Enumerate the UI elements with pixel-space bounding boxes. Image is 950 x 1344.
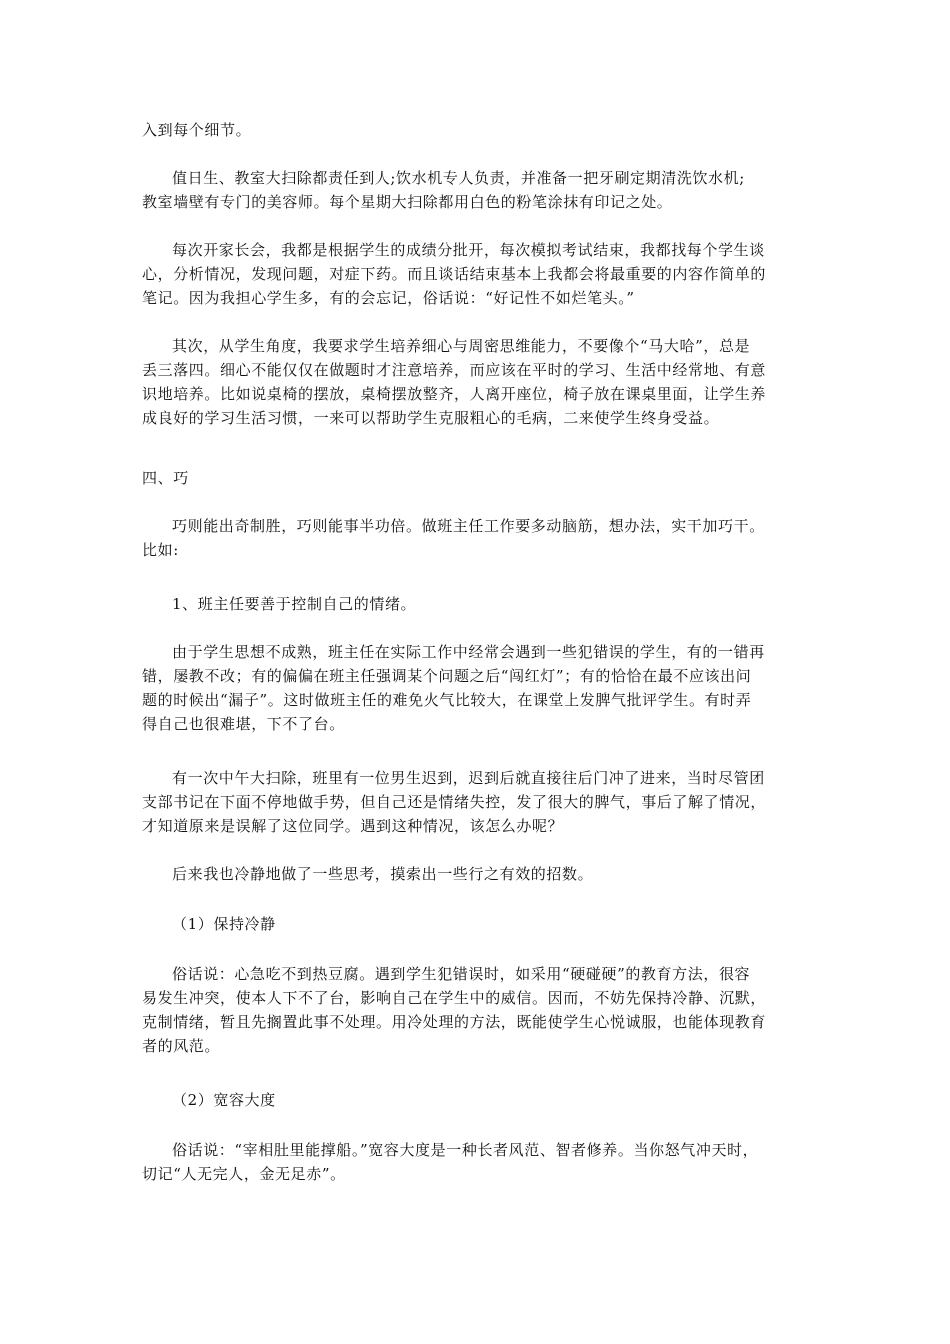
text-line: 由于学生思想不成熟，班主任在实际工作中经常会遇到一些犯错误的学生，有的一错再 [172,643,765,661]
paragraph-reflection [142,862,810,886]
text-line: 易发生冲突，使本人下不了台，影响自己在学生中的威信。因而，不妨先保持冷静、沉默， [142,989,767,1007]
text-line: 笔记。因为我担心学生多，有的会忘记，俗话说：“好记性不如烂笔头。” [142,289,635,307]
paragraph-tolerance [142,1138,810,1186]
paragraph-student-errors [142,640,810,736]
text-line: 克制情绪，暂且先搁置此事不处理。用冷处理的方法，既能使学生心悦诚服，也能体现教育 [142,1013,767,1031]
paragraph-duty-assignment [142,166,810,214]
text-line: 巧则能出奇制胜，巧则能事半功倍。做班主任工作要多动脑筋，想办法，实干加巧干。 [172,517,765,535]
paragraph-cleaning-incident [142,766,810,838]
text-line: 得自己也很难堪，下不了台。 [142,715,345,733]
text-line: 错，屡教不改；有的偏偏在班主任强调某个问题之后“闯红灯”；有的恰恰在最不应该出问 [142,667,752,685]
text-line: 入到每个细节。 [142,121,252,139]
paragraph-student-care [142,334,810,430]
text-line: 者的风范。 [142,1037,221,1055]
text-line: 心，分析情况，发现问题，对症下药。而且谈话结束基本上我都会将最重要的内容作简单的 [142,265,767,283]
item-heading-calm [142,912,810,936]
text-line: 1、班主任要善于控制自己的情绪。 [172,595,417,613]
text-line: 后来我也冷静地做了一些思考，摸索出一些行之有效的招数。 [172,865,594,883]
text-line: 四、巧 [142,469,189,487]
paragraph-intro [142,514,810,562]
text-line: 俗话说：“宰相肚里能撑船。”宽容大度是一种长者风范、智者修养。当你怒气冲天时， [172,1141,759,1159]
text-line: 每次开家长会，我都是根据学生的成绩分批开，每次模拟考试结束，我都找每个学生谈 [172,241,765,259]
section-heading [142,466,810,490]
text-line: 丢三落四。细心不能仅仅在做题时才注意培养，而应该在平时的学习、生活中经常地、有意 [142,361,767,379]
text-line: （2）宽容大度 [172,1091,276,1109]
text-line: 支部书记在下面不停地做手势，但自己还是情绪失控，发了很大的脾气，事后了解了情况， [142,793,767,811]
text-line: 俗话说：心急吃不到热豆腐。遇到学生犯错误时，如采用“硬碰硬”的教育方法，很容 [172,965,751,983]
text-line: （1）保持冷静 [172,915,276,933]
text-line: 切记“人无完人，金无足赤”。 [142,1165,346,1183]
subsection-heading [142,592,810,616]
paragraph-continuation [142,118,810,142]
text-line: 识地培养。比如说桌椅的摆放，桌椅摆放整齐，人离开座位，椅子放在课桌里面，让学生养 [142,385,767,403]
paragraph-keep-calm [142,962,810,1058]
text-line: 其次，从学生角度，我要求学生培养细心与周密思维能力，不要像个“马大哈”，总是 [172,337,751,355]
paragraph-parent-meeting [142,238,810,310]
text-line: 教室墙壁有专门的美容师。每个星期大扫除都用白色的粉笔涂抹有印记之处。 [142,193,673,211]
text-line: 才知道原来是误解了这位同学。遇到这种情况，该怎么办呢？ [142,817,564,835]
text-line: 值日生、教室大扫除都责任到人;饮水机专人负责，并准备一把牙刷定期清洗饮水机; [172,169,745,187]
text-line: 题的时候出“漏子”。这时做班主任的难免火气比较大，在课堂上发脾气批评学生。有时弄 [142,691,752,709]
item-heading-tolerance [142,1088,810,1112]
text-line: 成良好的学习生活习惯，一来可以帮助学生克服粗心的毛病，二来使学生终身受益。 [142,409,720,427]
text-line: 比如: [142,541,179,559]
text-line: 有一次中午大扫除，班里有一位男生迟到，迟到后就直接往后门冲了进来，当时尽管团 [172,769,765,787]
